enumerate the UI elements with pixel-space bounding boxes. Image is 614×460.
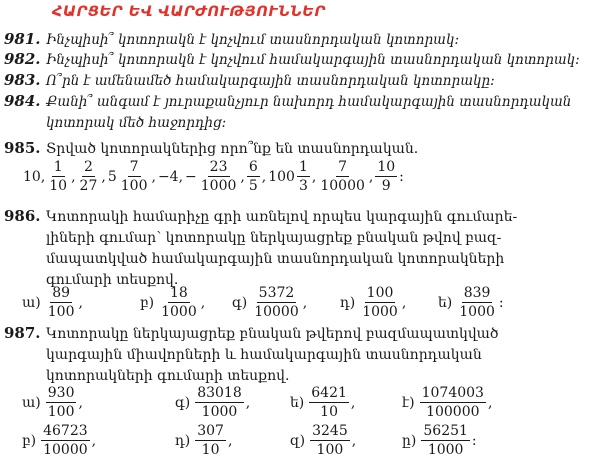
exercise-item [175, 386, 251, 419]
numerator: 89 [52, 285, 71, 301]
fraction [41, 424, 90, 457]
fraction [309, 386, 349, 419]
exercise-item [232, 286, 308, 319]
separator: , [200, 294, 206, 311]
fraction [199, 160, 239, 193]
numerator: 10 [377, 159, 396, 175]
denominator: 27 [79, 178, 98, 194]
exercise-item [402, 386, 493, 419]
exercise-item [22, 386, 84, 419]
fraction [420, 386, 486, 419]
denominator: 10000 [43, 442, 88, 458]
separator: , [311, 168, 317, 185]
fraction [310, 424, 350, 457]
separator: , [151, 168, 156, 185]
q981-number: 981. [4, 30, 41, 48]
fraction [119, 160, 150, 193]
fraction [46, 286, 77, 319]
item-label: դ) [175, 432, 191, 449]
item-label: ա) [22, 294, 41, 311]
denominator: 100 [120, 178, 148, 194]
separator: , [240, 168, 245, 185]
fraction [195, 424, 226, 457]
fraction [78, 160, 100, 193]
denominator: 100 [316, 442, 344, 458]
exercise-item [438, 286, 505, 319]
exercise-item [140, 286, 206, 319]
q987-number: 987. [4, 324, 41, 342]
separator: : [399, 168, 404, 185]
fraction [360, 286, 400, 319]
q986-text-line3: մապատկված համակարգային տասնորդական կոտորակների [46, 251, 505, 267]
q982-number: 982. [4, 50, 41, 68]
q987-text-line2: կարգային միավորների և համակարգային տասնորդական [46, 347, 482, 363]
item-label: բ) [140, 294, 155, 311]
item-label: ե) [290, 394, 305, 411]
numerator: 5372 [258, 285, 295, 301]
fraction [318, 160, 367, 193]
separator: , [261, 168, 267, 185]
item-label: բ) [22, 432, 37, 449]
q986-text-line4: գումարի տեսքով. [46, 272, 179, 288]
numerator: 2 [84, 159, 93, 175]
exercise-item [175, 424, 233, 457]
numerator: 6421 [311, 385, 347, 401]
numerator: 839 [463, 285, 491, 301]
denominator: 10 [201, 442, 220, 458]
q983-number: 983. [4, 71, 41, 89]
separator: , [368, 168, 374, 185]
item-label: ա) [22, 394, 41, 411]
denominator: 100000 [426, 404, 480, 420]
numerator: 56251 [423, 423, 468, 439]
fraction [159, 286, 199, 319]
q985-text: Տրված կոտորակներից որո՞նք են տասնորդական. [46, 141, 419, 157]
separator: : [471, 432, 477, 449]
denominator: 10 [49, 178, 68, 194]
q982-text: Ինչպիսի՞ կոտորակն է կոչվում համակարգային տասնորդական կոտորակ: [46, 52, 580, 68]
q986-number: 986. [4, 207, 41, 225]
separator: , [227, 432, 233, 449]
q984-text-line1: Քանի՞ անգամ է յուրաքանչյուր նախորդ համակարգային տասնորդական [46, 94, 572, 110]
denominator: 1000 [362, 304, 398, 320]
item-label: է) [402, 394, 415, 411]
numerator: 100 [366, 285, 394, 301]
q985-fraction-list [22, 160, 405, 193]
separator: , [91, 432, 97, 449]
q985-number: 985. [4, 139, 41, 157]
item-label: գ) [232, 294, 248, 311]
whole-part: 100 [268, 168, 295, 185]
denominator: 1000 [200, 178, 237, 194]
fraction [375, 160, 397, 193]
numerator: 930 [47, 385, 75, 401]
q987-text-line1: Կոտորակը ներկայացրեք բնական թվերով բազմապատկված [46, 326, 499, 342]
fraction [195, 386, 244, 419]
separator: , [351, 432, 357, 449]
q984-text-line2: կոտորակ մեծ հաջորդից: [46, 115, 227, 131]
numerator: 46723 [43, 423, 88, 439]
numerator: 7 [338, 159, 348, 175]
numerator: 18 [170, 285, 188, 301]
denominator: 1000 [201, 404, 238, 420]
separator: , [245, 394, 251, 411]
item-label: դ) [340, 294, 356, 311]
fraction [47, 160, 69, 193]
numerator: 83018 [197, 385, 242, 401]
numerator: 1 [298, 159, 308, 175]
fraction [297, 160, 310, 193]
denominator: 3 [298, 178, 308, 194]
denominator: 10000 [320, 178, 365, 194]
separator: , [78, 294, 83, 311]
separator: , [401, 294, 407, 311]
item-label: ե) [438, 294, 453, 311]
denominator: 10 [320, 404, 338, 420]
q981-text: Ինչպիսի՞ կոտորակն է կոչվում տասնորդական կոտորակ: [46, 32, 460, 48]
fraction [421, 424, 470, 457]
denominator: 5 [248, 178, 258, 194]
fraction [252, 286, 301, 319]
separator: , [302, 294, 308, 311]
minus-sign: − [185, 168, 197, 185]
denominator: 100 [47, 404, 75, 420]
denominator: 1000 [161, 304, 197, 320]
item-label: ը) [402, 432, 417, 449]
exercise-item [22, 424, 97, 457]
q984-number: 984. [4, 92, 41, 110]
integer-term: −4, [157, 168, 184, 185]
exercise-item [340, 286, 407, 319]
fraction [247, 160, 260, 193]
item-label: գ) [175, 394, 191, 411]
whole-part: 5 [107, 168, 117, 185]
section-heading: ՀԱՐՑԵՐ ԵՎ ՎԱՐԺՈՒԹՅՈՒՆՆԵՐ [52, 4, 326, 20]
numerator: 3245 [312, 423, 348, 439]
numerator: 6 [248, 159, 258, 175]
separator: , [487, 394, 493, 411]
separator: , [101, 168, 106, 185]
fraction [46, 386, 77, 419]
item-label: զ) [290, 432, 306, 449]
integer-term: 10, [23, 168, 46, 185]
denominator: 9 [381, 178, 391, 194]
fraction [457, 286, 497, 319]
numerator: 1074003 [421, 385, 484, 401]
exercise-item [22, 286, 84, 319]
numerator: 23 [209, 159, 228, 175]
numerator: 307 [197, 423, 224, 439]
q983-text: Ո՞րն է ամենամեծ համակարգային տասնորդական կոտորակը: [46, 73, 495, 89]
q986-text-line2: լիների գումար՝ կոտորակը ներկայացրեք բնական թվով բազ- [46, 230, 502, 246]
denominator: 10000 [254, 304, 299, 320]
q986-text-line1: Կոտորակի համարիչը գրի առնելով որպես կարգային գումարե- [46, 209, 518, 225]
denominator: 1000 [459, 304, 495, 320]
denominator: 100 [47, 304, 75, 320]
exercise-item [402, 424, 478, 457]
q987-text-line3: կոտորակների գումարի տեսքով. [46, 368, 290, 384]
separator: , [350, 394, 356, 411]
exercise-item [290, 424, 357, 457]
numerator: 7 [129, 159, 139, 175]
separator: , [78, 394, 83, 411]
denominator: 1000 [427, 442, 464, 458]
numerator: 1 [53, 159, 63, 175]
exercise-item [290, 386, 356, 419]
separator: : [498, 294, 504, 311]
separator: , [71, 168, 76, 185]
